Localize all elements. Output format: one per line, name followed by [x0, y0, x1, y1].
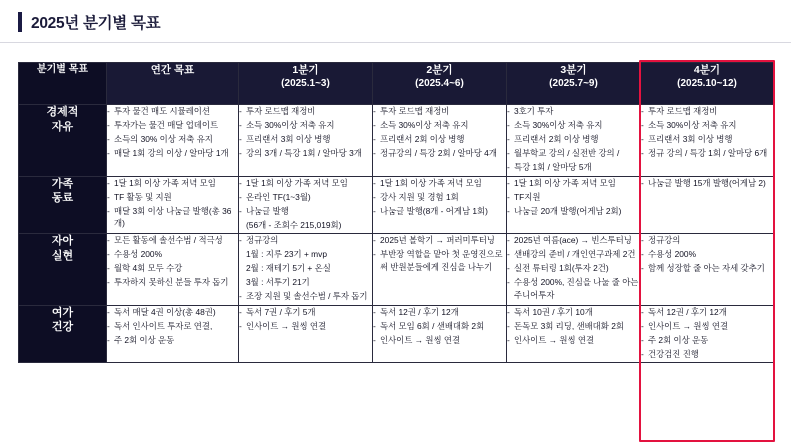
list-item: - 함께 성장할 줄 아는 자세 갖추기 [641, 262, 773, 275]
cell-economic-q1 [239, 105, 373, 177]
cell-leisure-q4 [641, 305, 774, 362]
list-item: - 수용성 200% [107, 248, 238, 261]
list-item: - 주 2회 이상 운동 [107, 334, 238, 347]
list-item: - 정규강의 [641, 234, 773, 247]
header-cell-annual: 연간 목표 [107, 63, 239, 105]
list-item: - 독서 12권 / 후기 12개 [641, 306, 773, 319]
table-row [19, 305, 774, 362]
list-item: - 3호기 투자 [507, 105, 640, 118]
row-header-economic-freedom: 경제적 자유 [19, 105, 107, 177]
cell-leisure-q1 [239, 305, 373, 362]
list-item: - 투자가는 물건 매달 업데이트 [107, 119, 238, 132]
cell-self-q4 [641, 233, 774, 305]
list-item: - 투자하지 못하신 분들 투자 돕기 [107, 276, 238, 289]
list-item: - 인사이트 → 원씽 연결 [239, 320, 372, 333]
list-item: - 인사이트 → 원씽 연결 [507, 334, 640, 347]
list-item: 3월 : 서투기 21기 [246, 277, 310, 288]
title-divider [0, 42, 791, 43]
cell-family-q4 [641, 176, 774, 233]
list-item: - 2025년 볼학기 → 퍼러미투터닝 [373, 234, 506, 247]
list-item: - 나눔글 발행 15개 발행(어게남 2) [641, 177, 773, 190]
list-item: - 정규 강의 / 특강 1회 / 알마당 6개 [641, 147, 773, 160]
list-item: - 조장 지원 및 솔선수범 / 투자 돕기 [239, 290, 372, 303]
list-item: - 독서 매달 4권 이상(총 48권) [107, 306, 238, 319]
list-item: - 독서 인사이트 투자로 연결, [107, 320, 238, 333]
list-item: - 투자 로드맵 재정비 [239, 105, 372, 118]
table-header-row [19, 63, 774, 105]
list-item: - 소득의 30% 이상 저축 유지 [107, 133, 238, 146]
list-item: - 건강검진 진행 [641, 348, 773, 361]
cell-economic-q3 [507, 105, 641, 177]
list-item: - 실전 튜터링 1회(투자 2건) [507, 262, 640, 275]
list-item: - 1달 1회 이상 가족 저녁 모임 [373, 177, 506, 190]
header-cell-q3: 3분기 (2025.7~9) [507, 63, 641, 105]
list-item: - TF 활동 및 지원 [107, 191, 238, 204]
list-item: - 프리랜서 3회 이상 병행 [239, 133, 372, 146]
cell-leisure-annual [107, 305, 239, 362]
list-item: - 나눔글 발행 [239, 205, 372, 218]
page-title-group [18, 11, 160, 33]
cell-self-q1 [239, 233, 373, 305]
title-accent-bar [18, 12, 22, 32]
list-item: - 온라인 TF(1~3월) [239, 191, 372, 204]
list-item: - 수용성 200%, 진심을 나눌 줄 아는 주니어투자 [507, 276, 640, 301]
list-item: 1월 : 지루 23기 + mvp [246, 249, 328, 260]
header-cell-q1: 1분기 (2025.1~3) [239, 63, 373, 105]
table-row [19, 176, 774, 233]
list-item: - 강사 지원 및 경험 1회 [373, 191, 506, 204]
cell-family-q3 [507, 176, 641, 233]
list-item: - 소득 30%이상 저축 유지 [641, 119, 773, 132]
list-item: - 프리랜서 2회 이상 병행 [373, 133, 506, 146]
table-row [19, 233, 774, 305]
list-item: - 프리랜서 2회 이상 병행 [507, 133, 640, 146]
list-item: - 인사이트 → 원씽 연결 [641, 320, 773, 333]
list-item: - 부반장 역할을 맡아 첫 운영진으로써 반원분들에게 진심을 나누기 [373, 248, 506, 273]
list-item: - 1달 1회 이상 가족 저녁 모임 [107, 177, 238, 190]
list-item: - TF지원 [507, 191, 640, 204]
list-item: - 특강 1회 / 알마당 5개 [507, 161, 640, 174]
list-item: - 수용성 200% [641, 248, 773, 261]
list-item: - 프리랜서 3회 이상 병행 [641, 133, 773, 146]
list-item: - 샌배강의 준비 / 개인연구과제 2건 [507, 248, 640, 261]
list-item: - 모든 활동에 솔선수범 / 적극성 [107, 234, 238, 247]
cell-leisure-q2 [373, 305, 507, 362]
cell-economic-q4 [641, 105, 774, 177]
quarterly-goals-table [18, 62, 774, 363]
list-item: - 독서 12권 / 후기 12개 [373, 306, 506, 319]
list-item: - 월부학교 강의 / 실전반 강의 / [507, 147, 640, 160]
header-cell-q4: 4분기 (2025.10~12) [641, 63, 774, 105]
cell-economic-annual [107, 105, 239, 177]
list-item: - 투자 로드맵 재정비 [373, 105, 506, 118]
list-item: - 투자 로드맵 재정비 [641, 105, 773, 118]
row-header-leisure-health: 여가 건강 [19, 305, 107, 362]
list-item: - 정규강의 [239, 234, 372, 247]
list-item: - 정규강의 / 특강 2회 / 알마당 4개 [373, 147, 506, 160]
cell-self-q3 [507, 233, 641, 305]
list-item: - 소득 30%이상 저축 유지 [239, 119, 372, 132]
cell-leisure-q3 [507, 305, 641, 362]
list-item: - 주 2회 이상 운동 [641, 334, 773, 347]
list-item: - 돈독모 3회 리딩, 샌배대화 2회 [507, 320, 640, 333]
list-item: - 소득 30%이상 저축 유지 [373, 119, 506, 132]
list-item: (56개 - 조회수 215,019회) [246, 219, 342, 230]
table-row [19, 105, 774, 177]
row-header-self-realization: 자아 실현 [19, 233, 107, 305]
cell-self-q2 [373, 233, 507, 305]
list-item: - 투자 물건 매도 시뮬레이션 [107, 105, 238, 118]
list-item: - 매달 1회 강의 이상 / 알마당 1개 [107, 147, 238, 160]
list-item: 2월 : 재테기 5기 + 온실 [246, 263, 331, 274]
list-item: - 나눔글 20개 발행(어게남 2회) [507, 205, 640, 218]
list-item: - 소득 30%이상 저축 유지 [507, 119, 640, 132]
cell-family-q1 [239, 176, 373, 233]
list-item: - 매달 3회 이상 나눔글 발행(총 36개) [107, 205, 238, 230]
header-cell-q2: 2분기 (2025.4~6) [373, 63, 507, 105]
list-item: - 나눔글 발행(8개 - 어게남 1회) [373, 205, 506, 218]
cell-family-q2 [373, 176, 507, 233]
header-cell-title: 분기별 목표 [19, 63, 107, 105]
list-item: - 1달 1회 이상 가족 저녁 모임 [239, 177, 372, 190]
cell-economic-q2 [373, 105, 507, 177]
list-item: - 월학 4회 모두 수강 [107, 262, 238, 275]
cell-family-annual [107, 176, 239, 233]
cell-self-annual [107, 233, 239, 305]
list-item: - 독서 모임 6회 / 샌배대화 2회 [373, 320, 506, 333]
list-item: - 독서 10권 / 후기 10개 [507, 306, 640, 319]
list-item: - 2025년 여름(ace) → 빈스투터닝 [507, 234, 640, 247]
list-item: - 1달 1회 이상 가족 저녁 모임 [507, 177, 640, 190]
page-title: 2025년 분기별 목표 [31, 15, 161, 32]
row-header-family-colleagues: 가족 동료 [19, 176, 107, 233]
list-item: - 강의 3개 / 특강 1회 / 알마당 3개 [239, 147, 372, 160]
list-item: - 인사이트 → 원씽 연결 [373, 334, 506, 347]
list-item: - 독서 7권 / 후기 5개 [239, 306, 372, 319]
